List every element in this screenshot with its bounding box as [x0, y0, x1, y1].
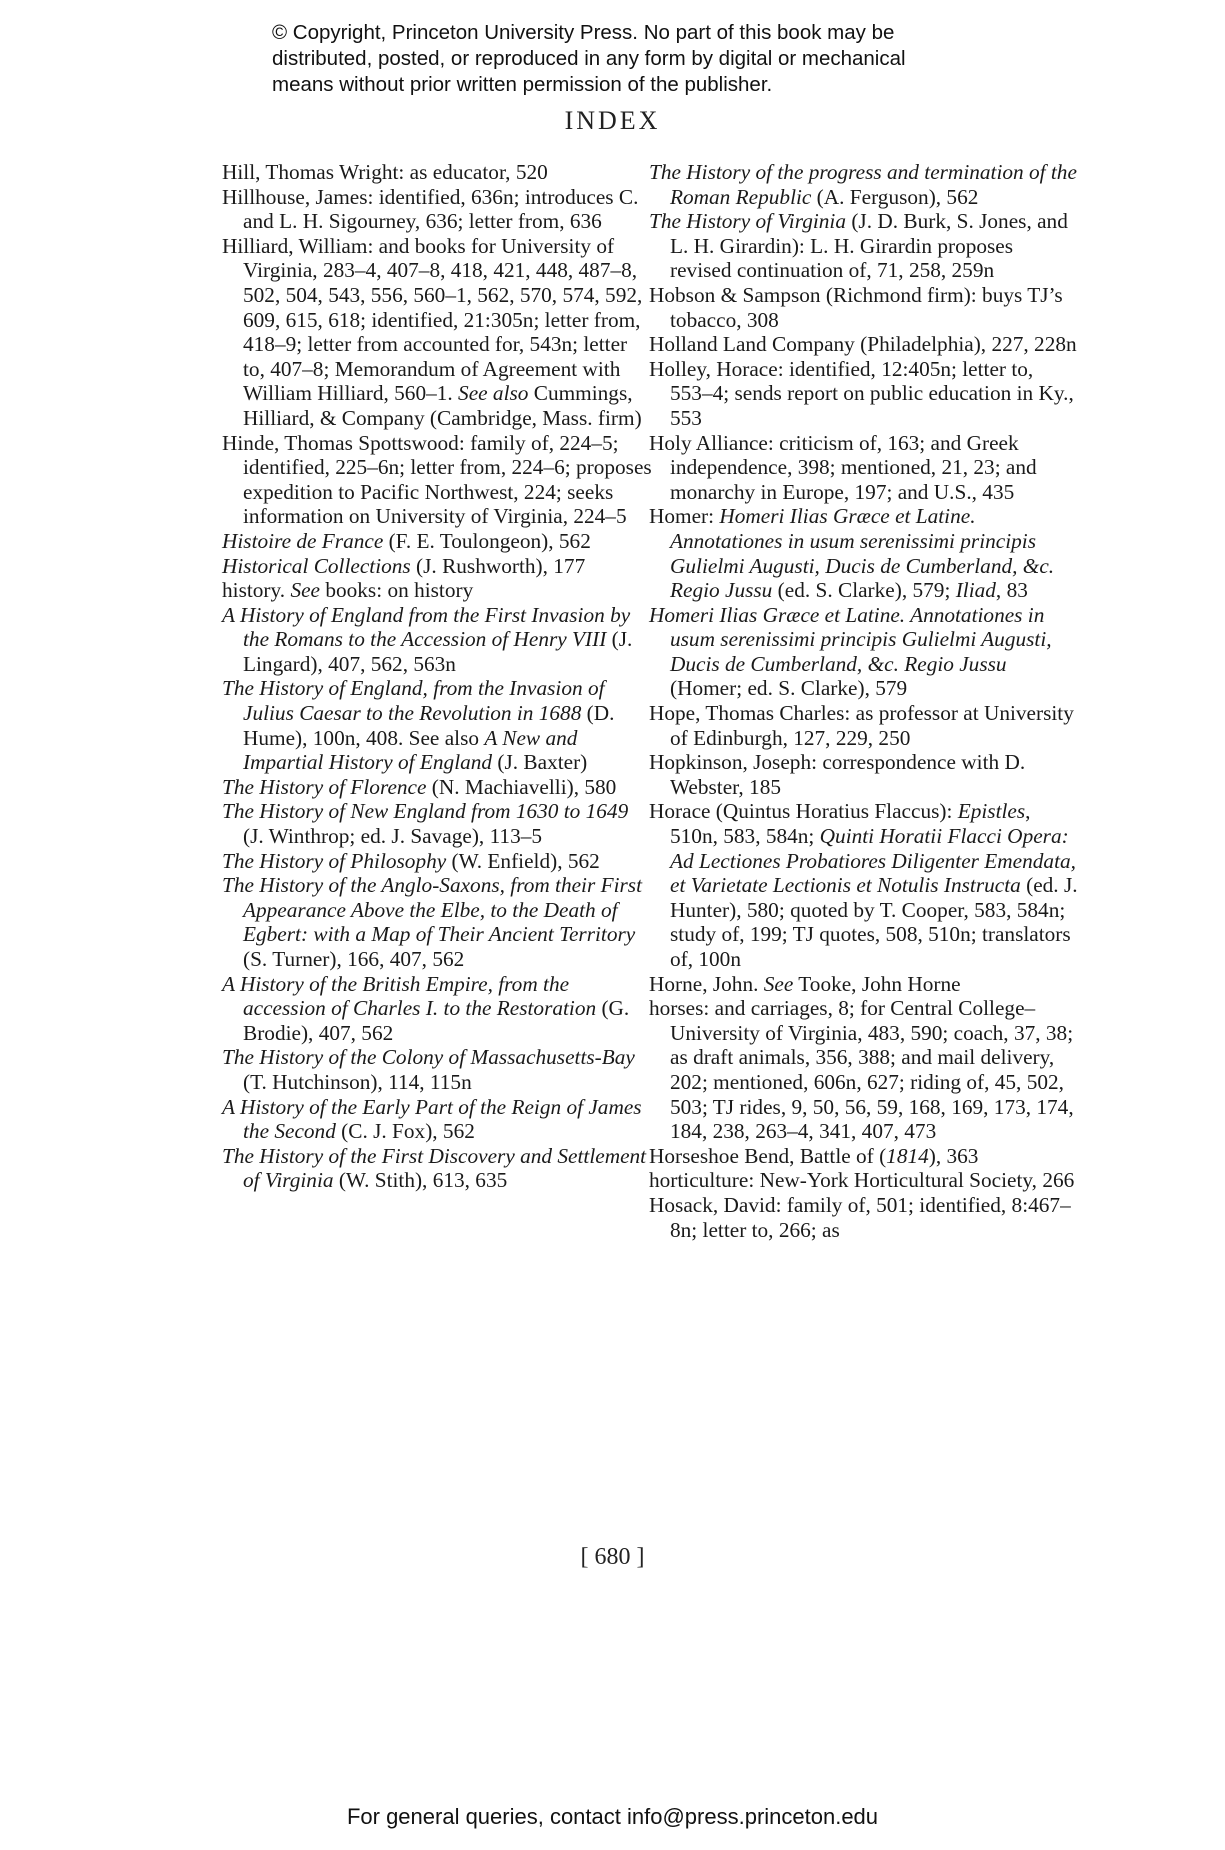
- index-entry: The History of Philosophy (W. Enfield), 562: [222, 848, 600, 873]
- index-entry: horses: and carriages, 8; for Central College–University of Virginia, 483, 590; coach, 37, 38; as draft animals, 356, 388; and mail delivery, 202; mentioned, 606n, 627; riding of, 45, 502, 503; TJ rides, 9, 50, 56, 59, 168, 169, 173, 174, 184, 238, 263–4, 341, 407, 473: [649, 996, 1074, 1144]
- index-entry: Hobson & Sampson (Richmond firm): buys TJ’s tobacco, 308: [649, 282, 1063, 332]
- index-entry: A History of the British Empire, from the accession of Charles I. to the Restoration (G. Brodie), 407, 562: [222, 971, 630, 1045]
- page-number: [ 680 ]: [580, 1544, 645, 1570]
- index-entry: The History of England, from the Invasion of Julius Caesar to the Revolution in 1688 (D. Hume), 100n, 408. See also A New and Impartial History of England (J. Baxter): [222, 676, 615, 775]
- copyright-line: © Copyright, Princeton University Press. No part of this book may be: [272, 21, 895, 44]
- index-entry: Horseshoe Bend, Battle of (1814), 363: [649, 1143, 979, 1168]
- index-entry: Hinde, Thomas Spottswood: family of, 224–5; identified, 225–6n; letter from, 224–6; proposes expedition to Pacific Northwest, 224; seeks information on University of Virginia, 224–5: [222, 430, 652, 529]
- page-title: INDEX: [564, 106, 661, 135]
- index-entry: Horne, John. See Tooke, John Horne: [649, 971, 961, 996]
- index-entry: The History of the progress and termination of the Roman Republic (A. Ferguson), 562: [649, 160, 1077, 209]
- index-entry: A History of the Early Part of the Reign of James the Second (C. J. Fox), 562: [222, 1094, 642, 1144]
- index-entry: Hilliard, William: and books for University of Virginia, 283–4, 407–8, 418, 421, 448, 487–8, 502, 504, 543, 556, 560–1, 562, 570, 574, 592, 609, 615, 618; identified, 21:305n; letter from, 418–9; letter from accounted for, 543n; letter to, 407–8; Memorandum of Agreement with William Hilliard, 560–1. See also Cummings, Hilliard, & Company (Cambridge, Mass. firm): [222, 233, 643, 430]
- index-entry: Holley, Horace: identified, 12:405n; letter to, 553–4; sends report on public education in Ky., 553: [649, 356, 1074, 430]
- index-column-left: [222, 160, 652, 1193]
- index-entry: history. See books: on history: [222, 578, 474, 603]
- index-entry: Hillhouse, James: identified, 636n; introduces C. and L. H. Sigourney, 636; letter from, 636: [222, 184, 639, 234]
- index-entry: The History of the Colony of Massachusetts-Bay (T. Hutchinson), 114, 115n: [222, 1045, 635, 1094]
- index-entry: The History of Virginia (J. D. Burk, S. Jones, and L. H. Girardin): L. H. Girardin proposes revised continuation of, 71, 258, 259n: [649, 209, 1068, 283]
- index-entry: Homeri Ilias Græce et Latine. Annotationes in usum serenissimi principis Gulielmi Augusti, Ducis de Cumberland, &c. Regio Jussu (Homer; ed. S. Clarke), 579: [649, 602, 1052, 701]
- index-entry: Historical Collections (J. Rushworth), 177: [222, 553, 586, 578]
- index-entry: Hope, Thomas Charles: as professor at University of Edinburgh, 127, 229, 250: [649, 701, 1074, 750]
- index-entry: The History of the Anglo-Saxons, from their First Appearance Above the Elbe, to the Death of Egbert: with a Map of Their Ancient Territory (S. Turner), 166, 407, 562: [222, 873, 643, 971]
- index-entry: Horace (Quintus Horatius Flaccus): Epistles, 510n, 583, 584n; Quinti Horatii Flacci Opera: Ad Lectiones Probatiores Diligenter Emendata, et Varietate Lectionis et Notulis Instructa (ed. J. Hunter), 580; quoted by T. Cooper, 583, 584n; study of, 199; TJ quotes, 508, 510n; translators of, 100n: [649, 799, 1078, 971]
- index-column-right: [649, 160, 1079, 1242]
- index-entry: Hopkinson, Joseph: correspondence with D. Webster, 185: [649, 750, 1026, 799]
- index-entry: Holland Land Company (Philadelphia), 227, 228n: [649, 332, 1077, 357]
- index-entry: Hill, Thomas Wright: as educator, 520: [222, 160, 548, 184]
- copyright-line: distributed, posted, or reproduced in any form by digital or mechanical: [272, 47, 906, 70]
- index-entry: The History of the First Discovery and Settlement of Virginia (W. Stith), 613, 635: [222, 1143, 647, 1193]
- index-entry: The History of New England from 1630 to 1649 (J. Winthrop; ed. J. Savage), 113–5: [222, 799, 629, 849]
- index-entry: A History of England from the First Invasion by the Romans to the Accession of Henry VIII (J. Lingard), 407, 562, 563n: [222, 602, 633, 676]
- index-entry: horticulture: New-York Horticultural Society, 266: [649, 1168, 1075, 1193]
- index-entry: Holy Alliance: criticism of, 163; and Greek independence, 398; mentioned, 21, 23; and monarchy in Europe, 197; and U.S., 435: [649, 430, 1037, 504]
- index-entry: Hosack, David: family of, 501; identified, 8:467–8n; letter to, 266; as: [649, 1192, 1071, 1242]
- index-entry: Homer: Homeri Ilias Græce et Latine. Annotationes in usum serenissimi principis Gulielmi Augusti, Ducis de Cumberland, &c. Regio Jussu (ed. S. Clarke), 579; Iliad, 83: [649, 504, 1055, 603]
- copyright-line: means without prior written permission of the publisher.: [272, 73, 773, 96]
- copyright-notice: [272, 20, 992, 98]
- index-entry: Histoire de France (F. E. Toulongeon), 562: [222, 528, 591, 553]
- index-entry: The History of Florence (N. Machiavelli), 580: [222, 774, 617, 799]
- footer-contact: For general queries, contact info@press.princeton.edu: [346, 1804, 879, 1829]
